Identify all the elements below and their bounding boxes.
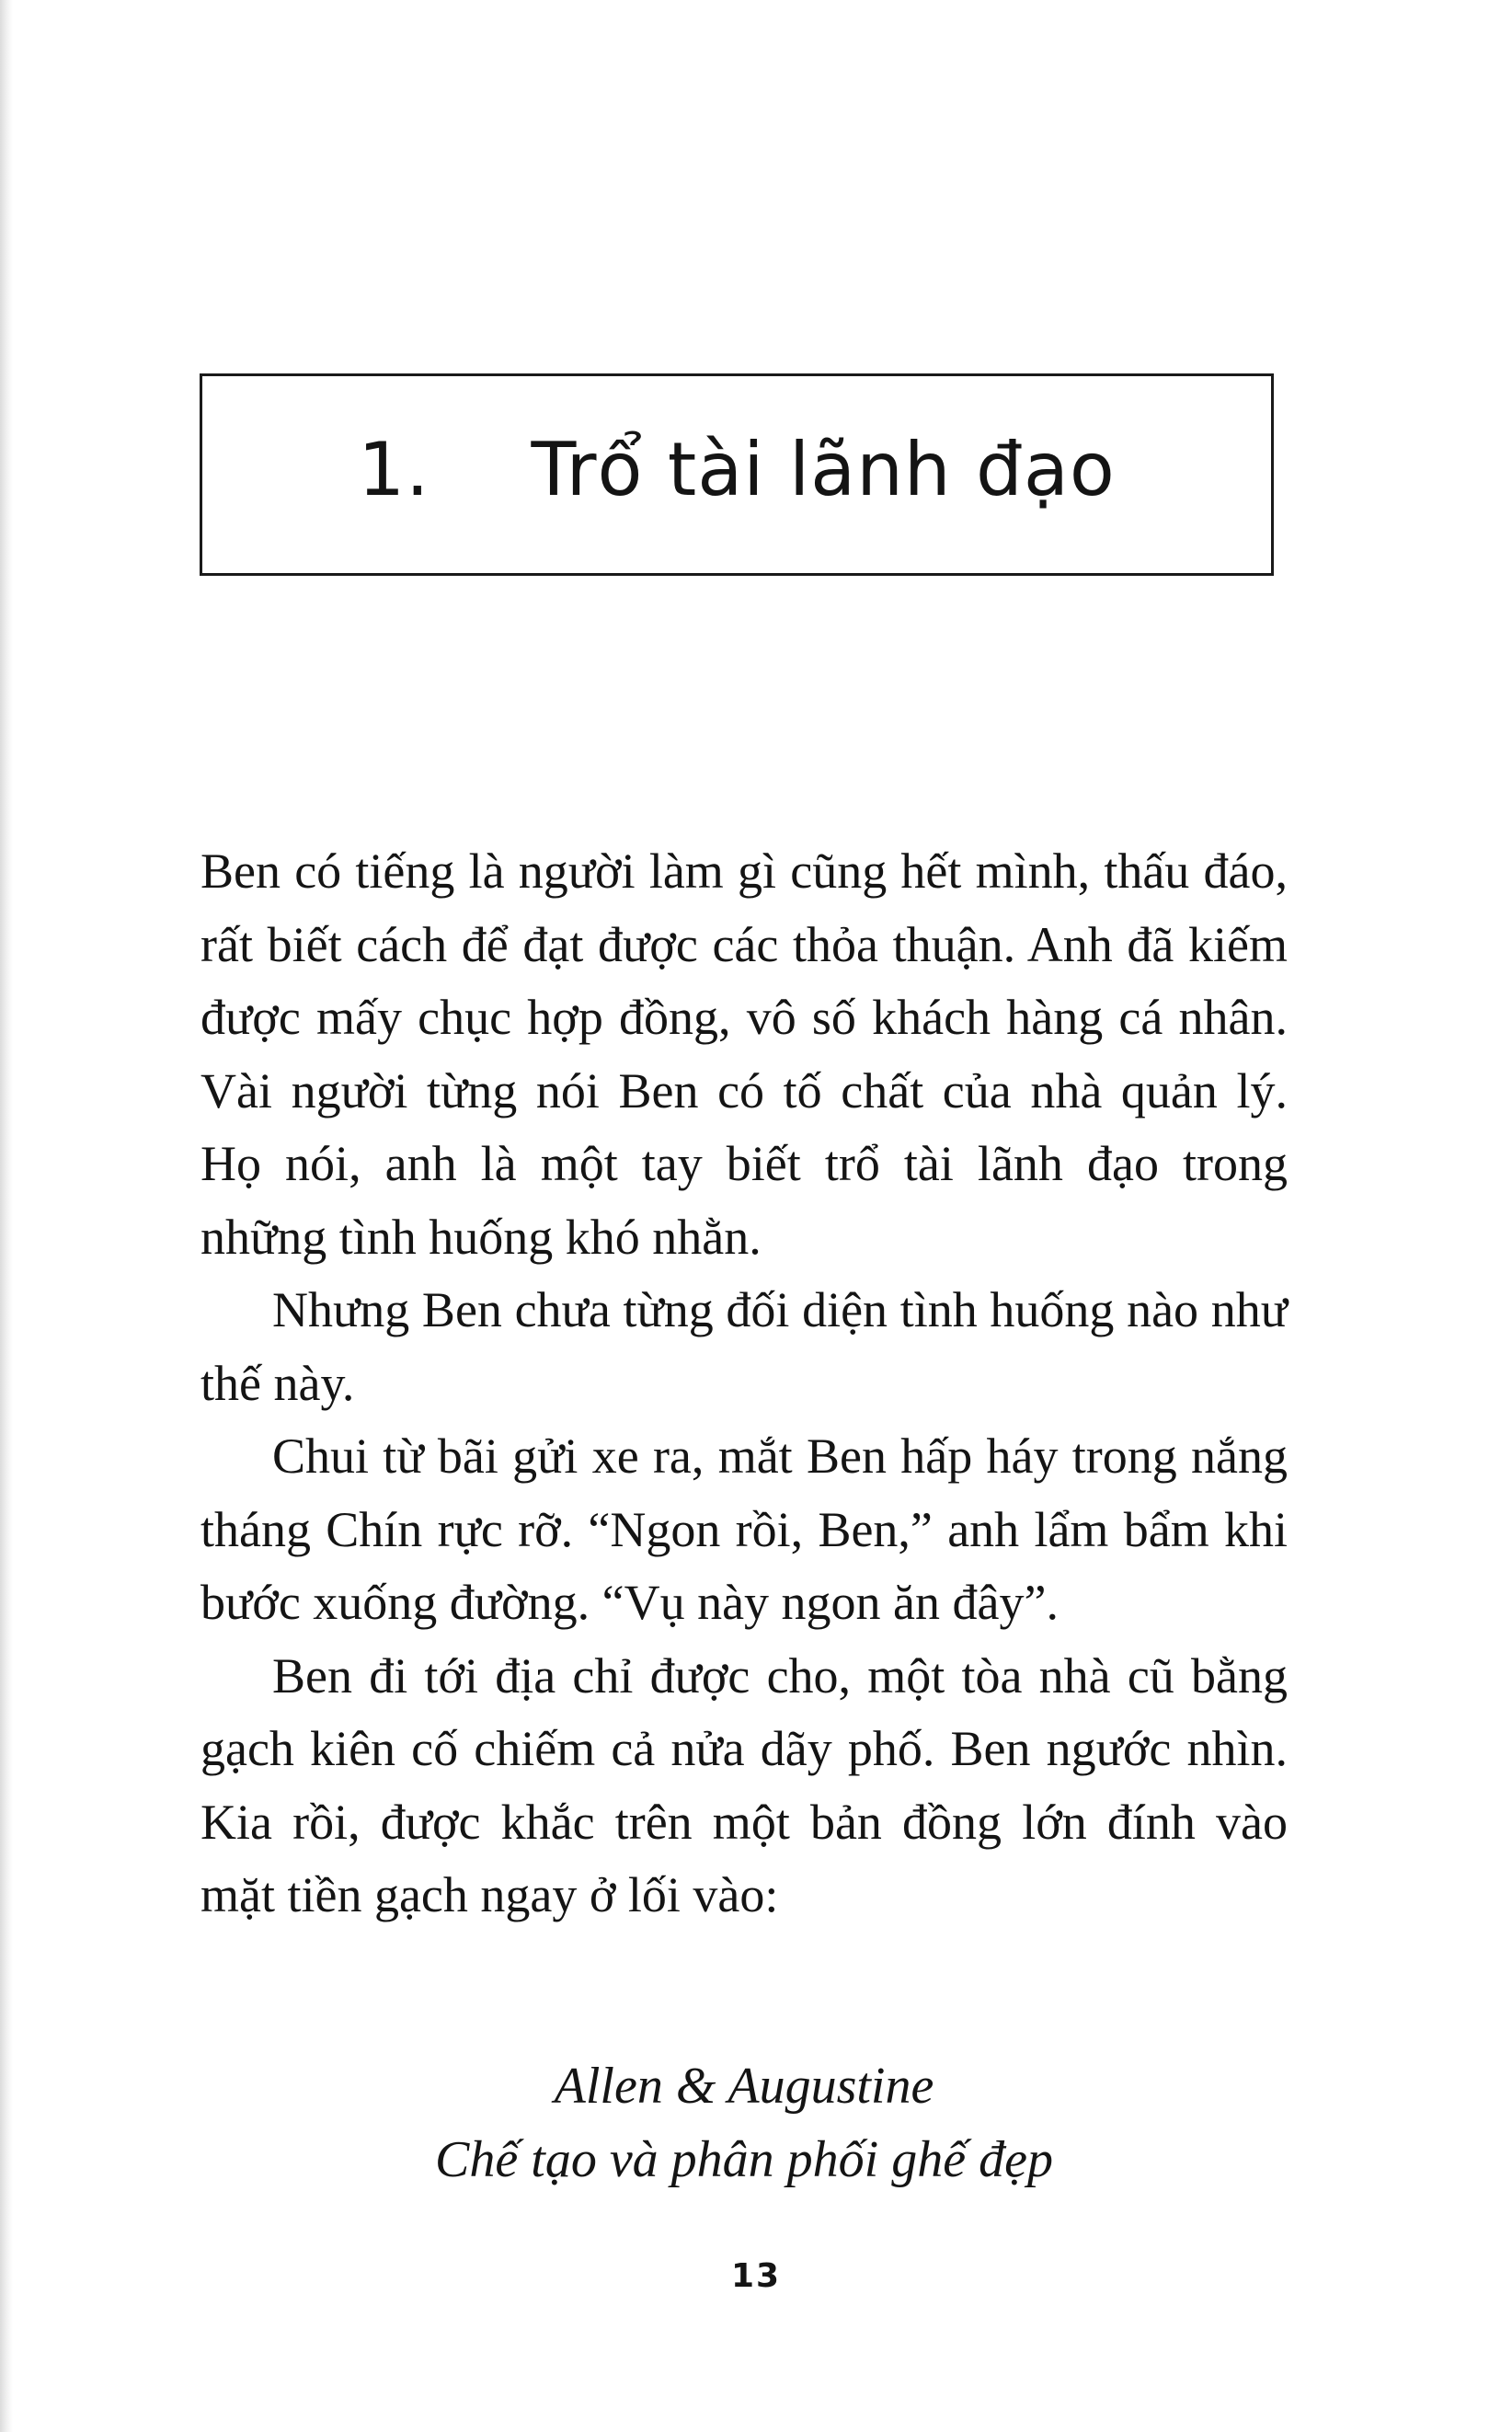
paragraph: Ben đi tới địa chỉ được cho, một tòa nhà cũ bằng gạch kiên cố chiếm cả nửa dãy phố. Ben ngước nhìn. Kia rồi, được khắc trên một bản đồng lớn đính vào mặt tiền gạch ngay ở lối vào: <box>200 1647 1288 1922</box>
page-number: 13 <box>730 2257 782 2295</box>
body-text <box>200 835 1288 1933</box>
page-edge <box>0 0 13 2432</box>
plaque-company-name: Allen & Augustine <box>554 2058 934 2115</box>
chapter-number: 1. <box>358 426 430 512</box>
paragraph: Nhưng Ben chưa từng đối diện tình huống nào như thế này. <box>200 1282 1288 1411</box>
chapter-title <box>358 427 1116 512</box>
plaque-company-tagline: Chế tạo và phân phối ghế đẹp <box>435 2131 1053 2188</box>
paragraph: Ben có tiếng là người làm gì cũng hết mình, thấu đáo, rất biết cách để đạt được các thỏa thuận. Anh đã kiếm được mấy chục hợp đồng, vô số khách hàng cá nhân. Vài người từng nói Ben có tố chất của nhà quản lý. Họ nói, anh là một tay biết trổ tài lãnh đạo trong những tình huống khó nhằn. <box>200 843 1288 1265</box>
paragraph: Chui từ bãi gửi xe ra, mắt Ben hấp háy trong nắng tháng Chín rực rỡ. “Ngon rồi, Ben,” anh lẩm bẩm khi bước xuống đường. “Vụ này ngon ăn đây”. <box>200 1428 1288 1630</box>
plaque-inscription <box>200 2049 1288 2197</box>
chapter-heading-box <box>200 373 1274 576</box>
chapter-title-text: Trổ tài lãnh đạo <box>531 426 1116 512</box>
